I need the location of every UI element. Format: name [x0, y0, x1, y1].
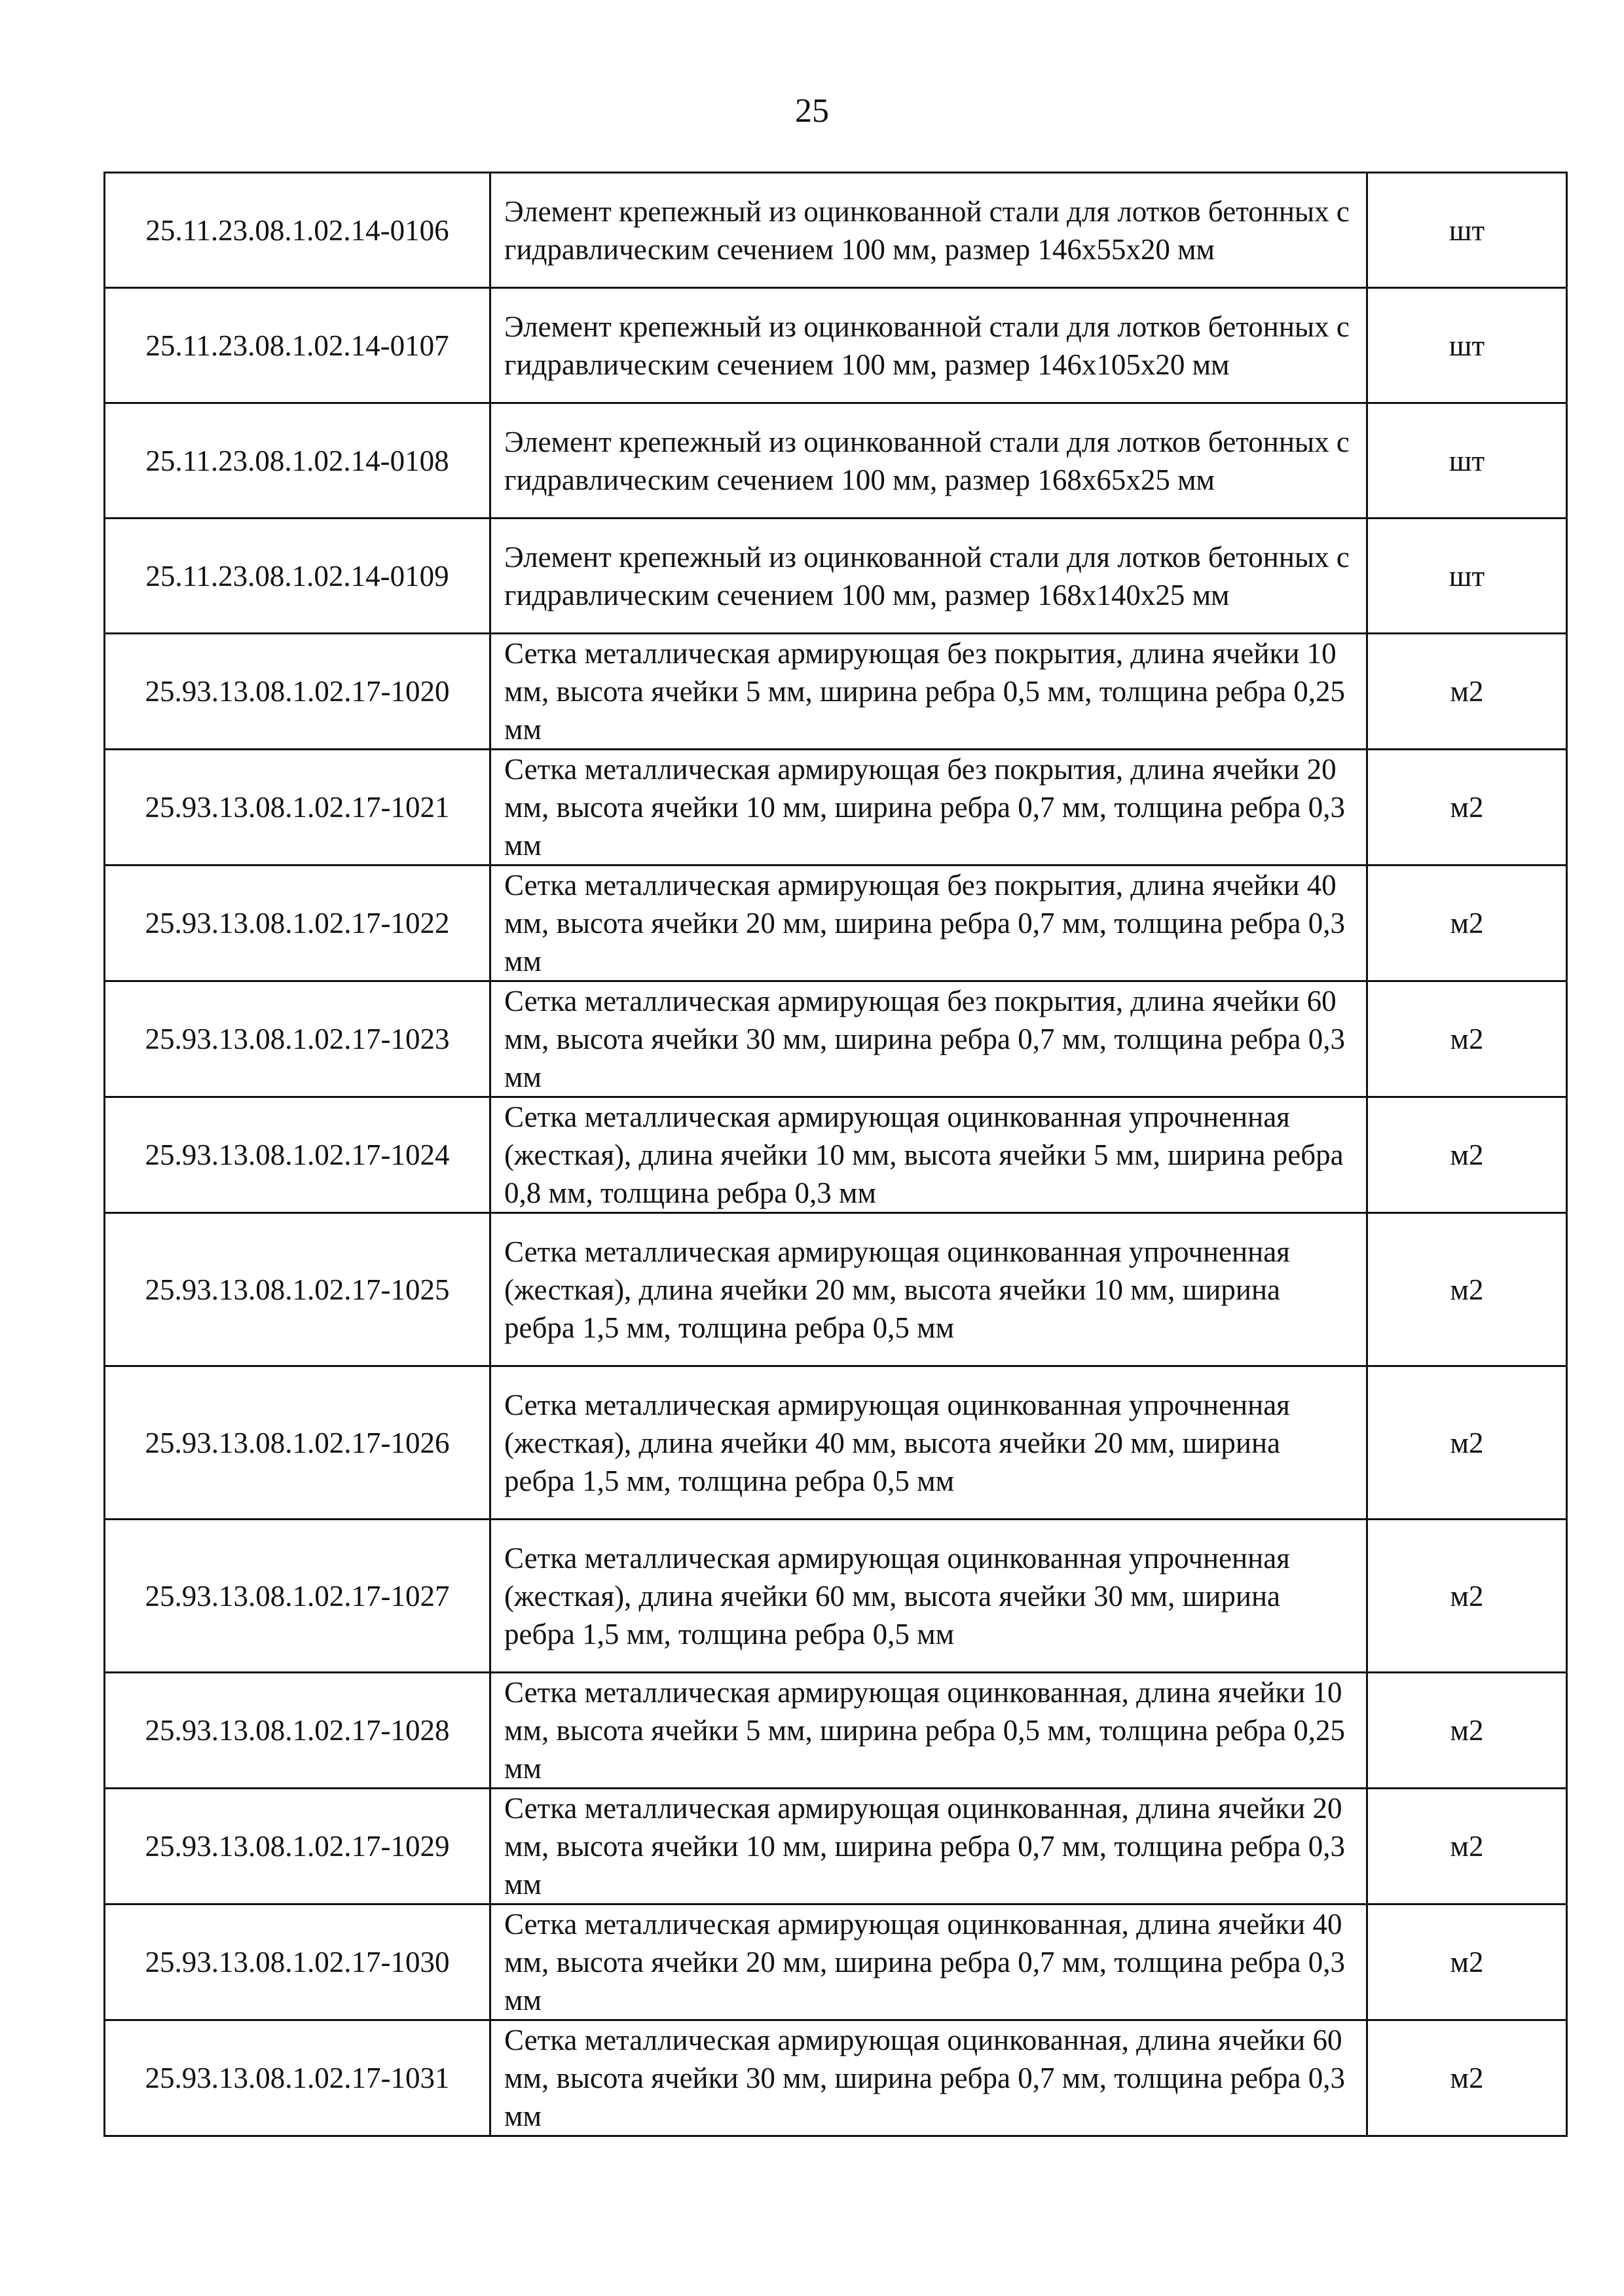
resource-code: 25.11.23.08.1.02.14-0108: [105, 403, 490, 519]
resource-code: 25.11.23.08.1.02.14-0109: [105, 519, 490, 634]
table-row: [105, 173, 1567, 288]
resource-code: 25.93.13.08.1.02.17-1028: [105, 1673, 490, 1789]
table-row: [105, 1213, 1567, 1366]
resource-description: Сетка металлическая армирующая оцинкованная упрочненная (жесткая), длина ячейки 10 мм, высота ячейки 5 мм, ширина ребра 0,8 мм, толщина ребра 0,3 мм: [490, 1097, 1367, 1213]
page-number: 25: [795, 92, 829, 130]
table-body: [105, 173, 1567, 2136]
resource-description: Сетка металлическая армирующая без покрытия, длина ячейки 60 мм, высота ячейки 30 мм, ширина ребра 0,7 мм, толщина ребра 0,3 мм: [490, 981, 1367, 1097]
table-row: [105, 1904, 1567, 2020]
resource-description: Сетка металлическая армирующая оцинкованная, длина ячейки 60 мм, высота ячейки 30 мм, ширина ребра 0,7 мм, толщина ребра 0,3 мм: [490, 2020, 1367, 2136]
table-row: [105, 1097, 1567, 1213]
resource-description: Сетка металлическая армирующая оцинкованная, длина ячейки 20 мм, высота ячейки 10 мм, ширина ребра 0,7 мм, толщина ребра 0,3 мм: [490, 1789, 1367, 1904]
resource-description: Элемент крепежный из оцинкованной стали для лотков бетонных с гидравлическим сечением 100 мм, размер 168х65х25 мм: [490, 403, 1367, 519]
resource-table: [103, 172, 1568, 2137]
unit-of-measure: м2: [1367, 1520, 1567, 1673]
resource-code: 25.93.13.08.1.02.17-1030: [105, 1904, 490, 2020]
table-row: [105, 2020, 1567, 2136]
resource-description: Элемент крепежный из оцинкованной стали для лотков бетонных с гидравлическим сечением 100 мм, размер 168х140х25 мм: [490, 519, 1367, 634]
resource-description: Сетка металлическая армирующая оцинкованная упрочненная (жесткая), длина ячейки 40 мм, высота ячейки 20 мм, ширина ребра 1,5 мм, толщина ребра 0,5 мм: [490, 1366, 1367, 1520]
resource-description: Сетка металлическая армирующая без покрытия, длина ячейки 40 мм, высота ячейки 20 мм, ширина ребра 0,7 мм, толщина ребра 0,3 мм: [490, 866, 1367, 981]
unit-of-measure: м2: [1367, 1789, 1567, 1904]
resource-description: Сетка металлическая армирующая оцинкованная, длина ячейки 10 мм, высота ячейки 5 мм, ширина ребра 0,5 мм, толщина ребра 0,25 мм: [490, 1673, 1367, 1789]
resource-code: 25.93.13.08.1.02.17-1027: [105, 1520, 490, 1673]
resource-code: 25.93.13.08.1.02.17-1025: [105, 1213, 490, 1366]
resource-description: Элемент крепежный из оцинкованной стали для лотков бетонных с гидравлическим сечением 100 мм, размер 146х105х20 мм: [490, 288, 1367, 403]
resource-code: 25.93.13.08.1.02.17-1029: [105, 1789, 490, 1904]
table-row: [105, 866, 1567, 981]
unit-of-measure: шт: [1367, 519, 1567, 634]
resource-description: Сетка металлическая армирующая без покрытия, длина ячейки 20 мм, высота ячейки 10 мм, ширина ребра 0,7 мм, толщина ребра 0,3 мм: [490, 750, 1367, 866]
unit-of-measure: шт: [1367, 173, 1567, 288]
resource-code: 25.11.23.08.1.02.14-0107: [105, 288, 490, 403]
unit-of-measure: шт: [1367, 288, 1567, 403]
table-row: [105, 288, 1567, 403]
table-row: [105, 634, 1567, 750]
resource-code: 25.11.23.08.1.02.14-0106: [105, 173, 490, 288]
table-row: [105, 981, 1567, 1097]
table-row: [105, 750, 1567, 866]
unit-of-measure: м2: [1367, 1366, 1567, 1520]
resource-code: 25.93.13.08.1.02.17-1031: [105, 2020, 490, 2136]
resource-code: 25.93.13.08.1.02.17-1022: [105, 866, 490, 981]
table-row: [105, 1673, 1567, 1789]
unit-of-measure: м2: [1367, 1673, 1567, 1789]
table-row: [105, 403, 1567, 519]
resource-code: 25.93.13.08.1.02.17-1023: [105, 981, 490, 1097]
unit-of-measure: м2: [1367, 981, 1567, 1097]
resource-description: Элемент крепежный из оцинкованной стали для лотков бетонных с гидравлическим сечением 100 мм, размер 146х55х20 мм: [490, 173, 1367, 288]
unit-of-measure: м2: [1367, 866, 1567, 981]
resource-description: Сетка металлическая армирующая оцинкованная, длина ячейки 40 мм, высота ячейки 20 мм, ширина ребра 0,7 мм, толщина ребра 0,3 мм: [490, 1904, 1367, 2020]
unit-of-measure: м2: [1367, 2020, 1567, 2136]
unit-of-measure: м2: [1367, 1213, 1567, 1366]
resource-code: 25.93.13.08.1.02.17-1020: [105, 634, 490, 750]
resource-description: Сетка металлическая армирующая оцинкованная упрочненная (жесткая), длина ячейки 60 мм, высота ячейки 30 мм, ширина ребра 1,5 мм, толщина ребра 0,5 мм: [490, 1520, 1367, 1673]
table-row: [105, 1789, 1567, 1904]
table-row: [105, 1366, 1567, 1520]
resource-description: Сетка металлическая армирующая оцинкованная упрочненная (жесткая), длина ячейки 20 мм, высота ячейки 10 мм, ширина ребра 1,5 мм, толщина ребра 0,5 мм: [490, 1213, 1367, 1366]
unit-of-measure: шт: [1367, 403, 1567, 519]
resource-description: Сетка металлическая армирующая без покрытия, длина ячейки 10 мм, высота ячейки 5 мм, ширина ребра 0,5 мм, толщина ребра 0,25 мм: [490, 634, 1367, 750]
resource-code: 25.93.13.08.1.02.17-1021: [105, 750, 490, 866]
unit-of-measure: м2: [1367, 1904, 1567, 2020]
table-row: [105, 519, 1567, 634]
unit-of-measure: м2: [1367, 634, 1567, 750]
resource-code: 25.93.13.08.1.02.17-1026: [105, 1366, 490, 1520]
unit-of-measure: м2: [1367, 1097, 1567, 1213]
table-row: [105, 1520, 1567, 1673]
unit-of-measure: м2: [1367, 750, 1567, 866]
resource-code: 25.93.13.08.1.02.17-1024: [105, 1097, 490, 1213]
